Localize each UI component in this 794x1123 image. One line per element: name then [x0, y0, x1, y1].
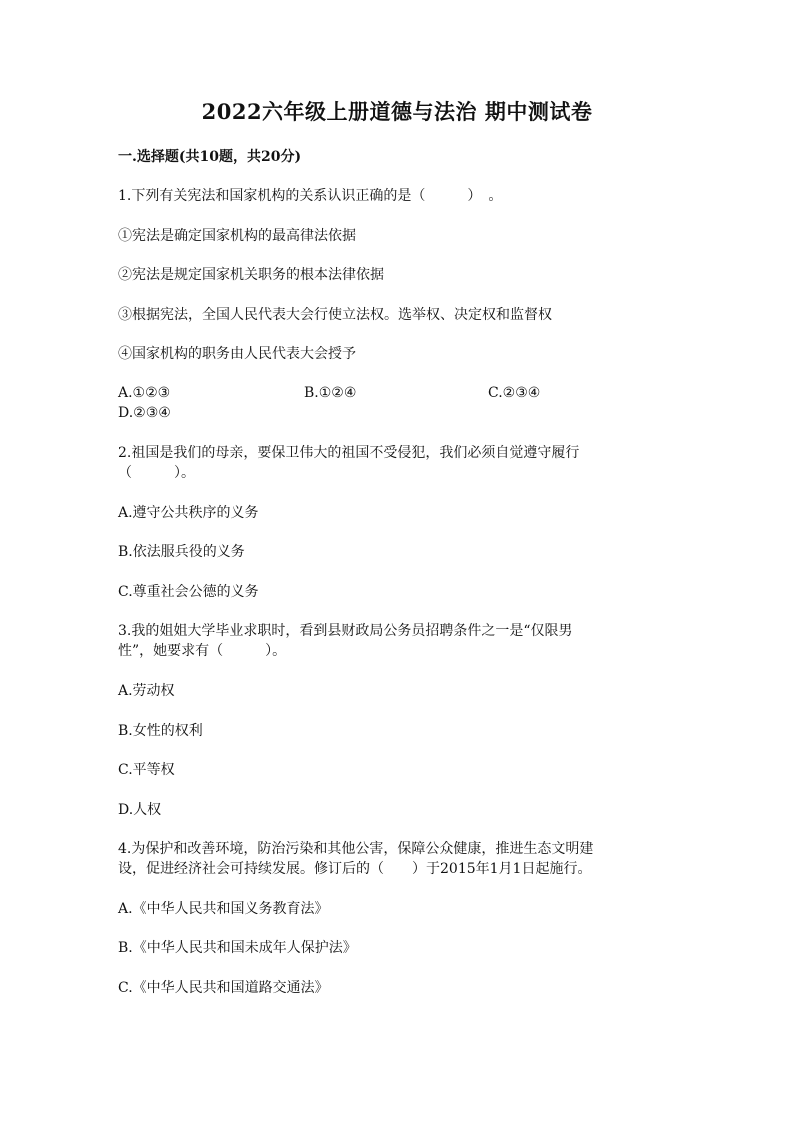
question-2-stem-line-2: （ ）。 [118, 465, 195, 481]
section-heading: 一.选择题(共10题，共20分) [118, 149, 302, 165]
question-3-option-a: A.劳动权 [118, 683, 175, 699]
question-4-stem-line-1: 4.为保护和改善环境，防治污染和其他公害，保障公众健康，推进生态文明建 [118, 841, 594, 857]
question-1-statement-3: ③根据宪法，全国人民代表大会行使立法权。选举权、决定权和监督权 [118, 307, 552, 323]
page-title: 2022六年级上册道德与法治 期中测试卷 [201, 99, 593, 124]
question-1-statement-1: ①宪法是确定国家机构的最高律法依据 [118, 228, 356, 244]
question-3-stem-line-2: 性”，她要求有（ ）。 [118, 643, 287, 659]
question-1-stem: 1.下列有关宪法和国家机构的关系认识正确的是（ ） 。 [118, 188, 503, 204]
question-4-option-c: C.《中华人民共和国道路交通法》 [118, 980, 329, 996]
question-2-stem-line-1: 2.祖国是我们的母亲，要保卫伟大的祖国不受侵犯，我们必须自觉遵守履行 [118, 445, 580, 461]
question-1-option-a: A.①②③ [118, 385, 171, 401]
question-4-option-a: A.《中华人民共和国义务教育法》 [118, 901, 329, 917]
question-1-statement-4: ④国家机构的职务由人民代表大会授予 [118, 346, 356, 362]
question-2-option-c: C.尊重社会公德的义务 [118, 584, 259, 600]
question-2-option-a: A.遵守公共秩序的义务 [118, 505, 259, 521]
question-4-stem-line-2: 设，促进经济社会可持续发展。修订后的（ ）于2015年1月1日起施行。 [118, 861, 592, 877]
question-3-option-d: D.人权 [118, 802, 162, 818]
question-3-stem-line-1: 3.我的姐姐大学毕业求职时，看到县财政局公务员招聘条件之一是“仅限男 [118, 623, 573, 639]
question-4-option-b: B.《中华人民共和国未成年人保护法》 [118, 940, 357, 956]
question-1-option-b: B.①②④ [304, 385, 357, 401]
question-3-option-b: B.女性的权利 [118, 723, 203, 739]
question-1-option-c: C.②③④ [488, 385, 541, 401]
question-1-statement-2: ②宪法是规定国家机关职务的根本法律依据 [118, 267, 384, 283]
question-1-option-d: D.②③④ [118, 405, 171, 421]
question-3-option-c: C.平等权 [118, 762, 175, 778]
question-2-option-b: B.依法服兵役的义务 [118, 544, 245, 560]
question-1-options-row [118, 383, 678, 403]
